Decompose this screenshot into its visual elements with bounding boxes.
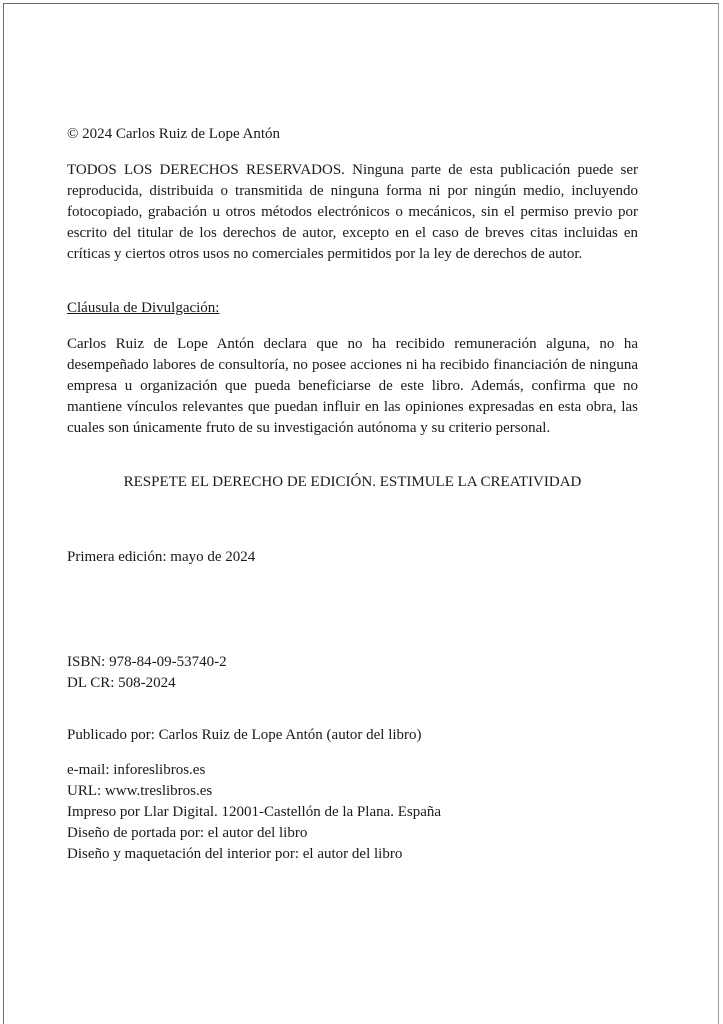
legal-deposit-line: DL CR: 508-2024 [67, 675, 176, 691]
publisher-line: Publicado por: Carlos Ruiz de Lope Antón (autor del libro) [67, 727, 422, 743]
rights-paragraph: TODOS LOS DERECHOS RESERVADOS. Ninguna parte de esta publicación puede ser reproducida, distribuida o transmitida de ninguna forma ni por ningún medio, incluyendo fotocopiado, grabación u otros métodos electrónicos o mecánicos, sin el permiso previo por escrito del titular de los derechos de autor, excepto en el caso de breves citas incluidas en críticas y ciertos otros usos no comerciales permitidos por la ley de derechos de autor. [67, 162, 638, 262]
cover-design-line: Diseño de portada por: el autor del libro [67, 825, 308, 841]
email-line: e-mail: inforeslibros.es [67, 762, 206, 778]
copyright-line: © 2024 Carlos Ruiz de Lope Antón [67, 126, 281, 142]
disclosure-heading: Cláusula de Divulgación: [67, 300, 220, 316]
document-page [3, 3, 719, 1024]
edition-line: Primera edición: mayo de 2024 [67, 549, 256, 565]
url-line: URL: www.treslibros.es [67, 783, 213, 799]
printer-line: Impreso por Llar Digital. 12001-Castellón de la Plana. España [67, 804, 442, 820]
disclosure-paragraph: Carlos Ruiz de Lope Antón declara que no ha recibido remuneración alguna, no ha desempeñado labores de consultoría, no posee acciones ni ha recibido financiación de ninguna empresa u organización que pueda beneficiarse de este libro. Además, confirma que no mantiene vínculos relevantes que puedan influir en las opiniones expresadas en esta obra, las cuales son únicamente fruto de su investigación autónoma y su criterio personal. [67, 336, 638, 436]
slogan: RESPETE EL DERECHO DE EDICIÓN. ESTIMULE LA CREATIVIDAD [123, 474, 582, 490]
interior-design-line: Diseño y maquetación del interior por: el autor del libro [67, 846, 403, 862]
isbn-line: ISBN: 978-84-09-53740-2 [67, 654, 227, 670]
